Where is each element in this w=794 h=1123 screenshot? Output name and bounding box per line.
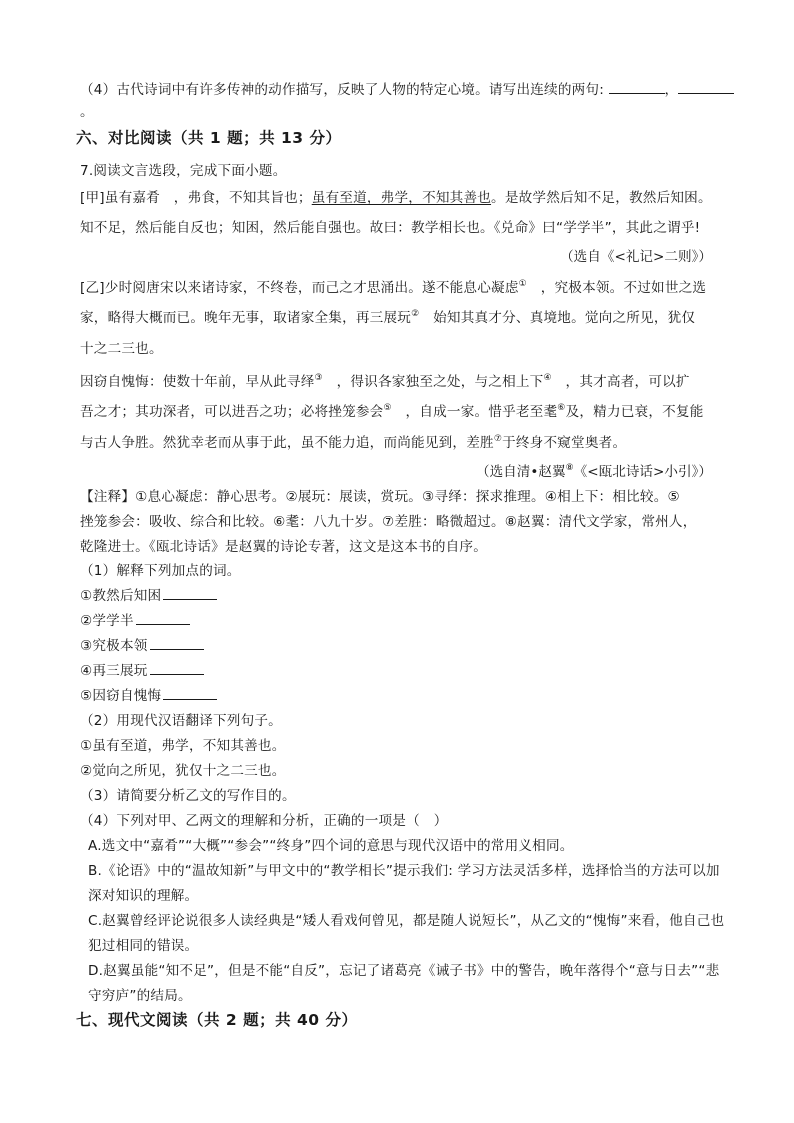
annotation-line-2: 挫笼参会：吸收、综合和比较。⑥耄：八九十岁。⑦差胜：略微超过。⑧赵翼：清代文学家，常州人， <box>80 514 697 530</box>
separator: ， <box>664 82 679 98</box>
footnote-marker: ② <box>411 309 420 319</box>
footnote-marker: ⑦ <box>493 434 503 444</box>
answer-blank[interactable] <box>163 587 217 600</box>
passage-text: 及，精力已衰，不复能 <box>565 404 704 420</box>
sub-question-2-item: ①虽有至道，弗学，不知其善也。 <box>80 738 286 754</box>
option-d[interactable]: D.赵翼虽能“知不足”，但是不能“自反”，忘记了诸葛亮《诫子书》中的警告，晚年落得个“意与日去”“悲 <box>88 963 720 979</box>
passage-text: 因窃自愧悔：使数十年前，早从此寻绎 <box>80 374 315 390</box>
item-text: ⑤因窃自愧悔 <box>80 688 162 704</box>
footnote-marker: ③ <box>314 373 323 383</box>
passage-text: [乙]少时阅唐宋以来诸诗家，不终卷，而己之才思涌出。遂不能息心凝虑 <box>80 280 519 296</box>
passage-yi-source <box>476 463 712 481</box>
option-c[interactable]: C.赵翼曾经评论说很多人读经典是“矮人看戏何曾见，都是随人说短长”，从乙文的“愧悔”来看，他自己也 <box>88 913 725 929</box>
passage-yi-line-2 <box>80 309 695 327</box>
item-text: ④再三展玩 <box>80 663 148 679</box>
footnote-marker: ① <box>518 279 527 289</box>
sub-question-4-title: （4）下列对甲、乙两文的理解和分析，正确的一项是（ ） <box>80 813 448 829</box>
passage-yi-line-3: 十之二三也。 <box>80 341 163 357</box>
passage-yi-line-1 <box>80 279 706 297</box>
passage-yi-line-4 <box>80 373 690 391</box>
passage-text: [甲]虽有嘉肴 ，弗食，不知其旨也； <box>80 190 312 206</box>
passage-jia-line-2: 知不足，然后能自反也；知困，然后能自强也。故曰：教学相长也。《兑命》曰“学学半”，其此之谓乎! <box>80 220 701 236</box>
sub-question-1-item <box>80 587 217 605</box>
sub-question-2-item: ②觉向之所见，犹仅十之二三也。 <box>80 763 286 779</box>
option-d-cont: 守穷庐”的结局。 <box>88 988 192 1004</box>
passage-text: 与古人争胜。然犹幸老而从事于此，虽不能力追，而尚能见到，差胜 <box>80 435 494 451</box>
sub-question-1-title: （1）解释下列加点的词。 <box>80 563 241 579</box>
passage-text: ，究极本领。不过如世之选 <box>526 280 707 296</box>
passage-yi-line-5 <box>80 403 704 421</box>
source-text: 《<瓯北诗话>小引》） <box>573 464 712 480</box>
passage-text: 始知其真才分、真境地。觉向之所见，犹仅 <box>419 310 696 326</box>
answer-blank[interactable] <box>150 662 204 675</box>
answer-blank[interactable] <box>609 81 665 94</box>
annotation-line-1: 【注释】①息心凝虑：静心思考。②展玩：展读，赏玩。③寻绎：探求推理。④相上下：相比较。⑤ <box>80 489 680 505</box>
annotation-line-3: 乾隆进士。《瓯北诗话》是赵翼的诗论专著，这文是这本书的自序。 <box>80 539 488 555</box>
question-7-stem: 7.阅读文言选段，完成下面小题。 <box>80 163 287 179</box>
option-c-cont: 犯过相同的错误。 <box>88 938 199 954</box>
answer-blank[interactable] <box>163 687 217 700</box>
sub-question-1-item <box>80 687 217 705</box>
sub-question-1-item <box>80 612 190 630</box>
passage-text: ，得识各家独至之处，与之相上下 <box>322 374 544 390</box>
underlined-sentence: 虽有至道，弗学，不知其善也 <box>311 190 492 206</box>
answer-blank[interactable] <box>136 612 190 625</box>
prev-question-4 <box>80 81 734 99</box>
footnote-marker: ④ <box>543 373 552 383</box>
passage-text: ，其才高者，可以扩 <box>551 374 690 390</box>
sub-question-1-item <box>80 637 204 655</box>
footnote-marker: ⑤ <box>383 403 392 413</box>
option-b-cont: 深对知识的理解。 <box>88 888 199 904</box>
footnote-marker: ⑥ <box>557 403 566 413</box>
passage-text: 家，略得大概而已。晚年无事，取诸家全集，再三展玩 <box>80 310 412 326</box>
sub-question-3-title: （3）请简要分析乙文的写作目的。 <box>80 788 296 804</box>
answer-blank[interactable] <box>678 81 734 94</box>
footnote-marker: ⑧ <box>565 463 574 473</box>
passage-text: ，自成一家。惜乎老至耄 <box>391 404 558 420</box>
option-b[interactable]: B.《论语》中的“温故知新”与甲文中的“教学相长”提示我们: 学习方法灵活多样，选择恰当的方法可以加 <box>88 863 720 879</box>
answer-blank[interactable] <box>150 637 204 650</box>
source-text: （选自清•赵翼 <box>476 464 566 480</box>
sub-question-1-item <box>80 662 204 680</box>
prev-question-4-end: 。 <box>80 104 94 120</box>
passage-yi-line-6 <box>80 434 626 452</box>
passage-text: 吾之才；其功深者，可以进吾之功；必将挫笼参会 <box>80 404 384 420</box>
section-6-heading: 六、对比阅读（共 1 题；共 13 分） <box>76 129 342 147</box>
item-text: ①教然后知困 <box>80 588 162 604</box>
section-7-heading: 七、现代文阅读（共 2 题；共 40 分） <box>76 1011 358 1029</box>
passage-text: 。是故学然后知不足，教然后知困。 <box>491 190 712 206</box>
passage-jia-source: （选自《<礼记>二则》） <box>560 249 712 265</box>
passage-jia-line-1 <box>80 189 712 207</box>
sub-question-2-title: （2）用现代汉语翻译下列句子。 <box>80 713 282 729</box>
item-text: ③究极本领 <box>80 638 148 654</box>
item-text: ②学学半 <box>80 613 134 629</box>
passage-text: 于终身不窥堂奥者。 <box>502 435 627 451</box>
prev-question-4-text: （4）古代诗词中有许多传神的动作描写，反映了人物的特定心境。请写出连续的两句: <box>80 82 609 98</box>
option-a[interactable]: A.选文中“嘉肴”“大概”“参会”“终身”四个词的意思与现代汉语中的常用义相同。 <box>88 838 574 854</box>
